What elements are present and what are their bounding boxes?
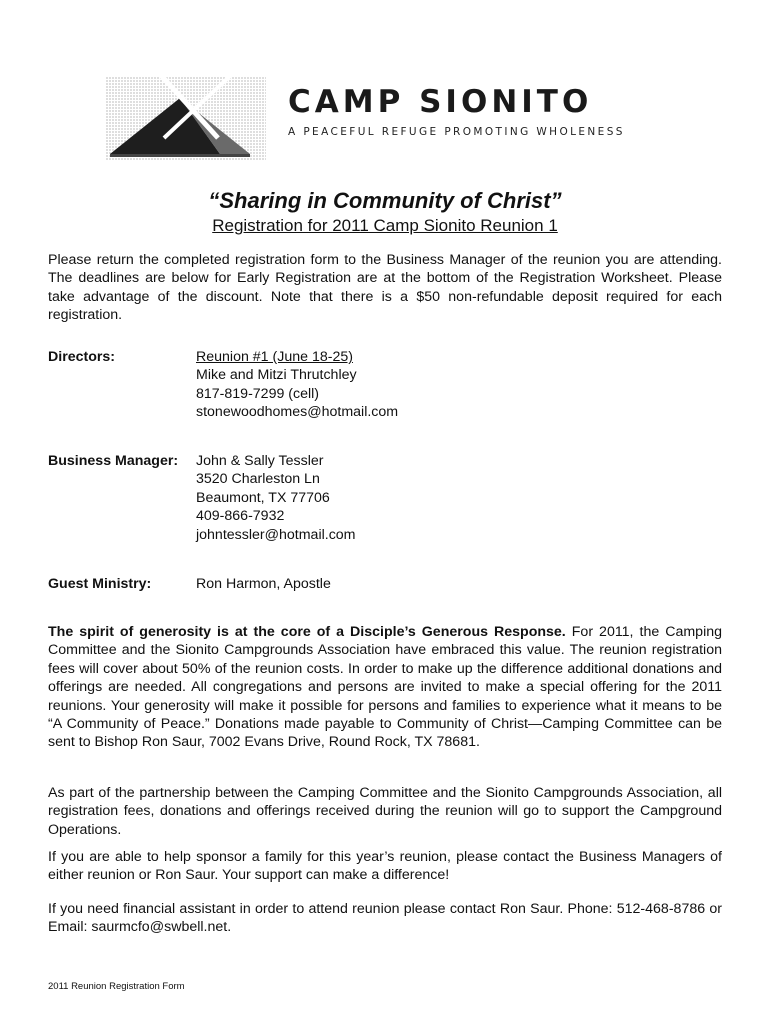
directors-phone: 817-819-7299 (cell) [196, 385, 320, 402]
business-manager-email: johntessler@hotmail.com [196, 526, 356, 543]
directors-section [48, 348, 722, 428]
brand-name: CAMP SIONITO [288, 84, 593, 120]
document-subtitle: Registration for 2011 Camp Sionito Reunion 1 [212, 216, 558, 235]
partnership-paragraph: As part of the partnership between the Camping Committee and the Sionito Campgrounds Association, all registration fees, donations and offerings received during the reunion will go to support the Campground Operations. [48, 785, 722, 838]
guest-ministry-section [48, 575, 722, 595]
brand-tagline: A PEACEFUL REFUGE PROMOTING WHOLENESS [288, 126, 625, 138]
document-title: “Sharing in Community of Christ” [208, 188, 562, 213]
generosity-lead: The spirit of generosity is at the core of a Disciple’s Generous Response. [48, 624, 566, 640]
sponsor-paragraph: If you are able to help sponsor a family for this year’s reunion, please contact the Business Managers of either reunion or Ron Saur. Your support can make a difference! [48, 849, 722, 884]
page-footer: 2011 Reunion Registration Form [48, 981, 185, 992]
business-manager-phone: 409-866-7932 [196, 508, 285, 525]
directors-label: Directors: [48, 349, 116, 365]
business-manager-city: Beaumont, TX 77706 [196, 489, 330, 506]
business-manager-name: John & Sally Tessler [196, 453, 324, 469]
generosity-body: For 2011, the Camping Committee and the Sionito Campgrounds Association have embraced this value. The reunion registration fees will cover about 50% of the reunion costs. In order to make up the difference additional donations and offerings are needed. All congregations and persons are invited to make a special offering for the 2011 reunions. Your generosity will make it possible for persons and families to experience what it means to be “A Community of Peace.” Donations made payable to Community of Christ—Camping Committee can be sent to Bishop Ron Saur, 7002 Evans Drive, Round Rock, TX 78681. [48, 624, 723, 751]
guest-ministry-name: Ron Harmon, Apostle [196, 576, 331, 592]
directors-name: Mike and Mitzi Thrutchley [196, 367, 357, 384]
assistance-paragraph: If you need financial assistant in order to attend reunion please contact Ron Saur. Phone: 512-468-8786 or Email: saurmcfo@swbell.net. [48, 901, 722, 936]
brand-block [288, 84, 625, 138]
camp-logo-icon [100, 68, 276, 168]
generosity-paragraph [48, 623, 722, 752]
business-manager-street: 3520 Charleston Ln [196, 471, 320, 488]
directors-email: stonewoodhomes@hotmail.com [196, 404, 399, 421]
directors-reunion: Reunion #1 (June 18-25) [196, 349, 353, 365]
intro-paragraph: Please return the completed registration form to the Business Manager of the reunion you are attending. The deadlines are below for Early Registration are at the bottom of the Registration Worksheet. Please take advantage of the discount. Note that there is a $50 non-refundable deposit required for each registration. [48, 252, 722, 324]
business-manager-section [48, 452, 722, 547]
business-manager-label: Business Manager: [48, 453, 179, 469]
guest-ministry-label: Guest Ministry: [48, 576, 152, 592]
